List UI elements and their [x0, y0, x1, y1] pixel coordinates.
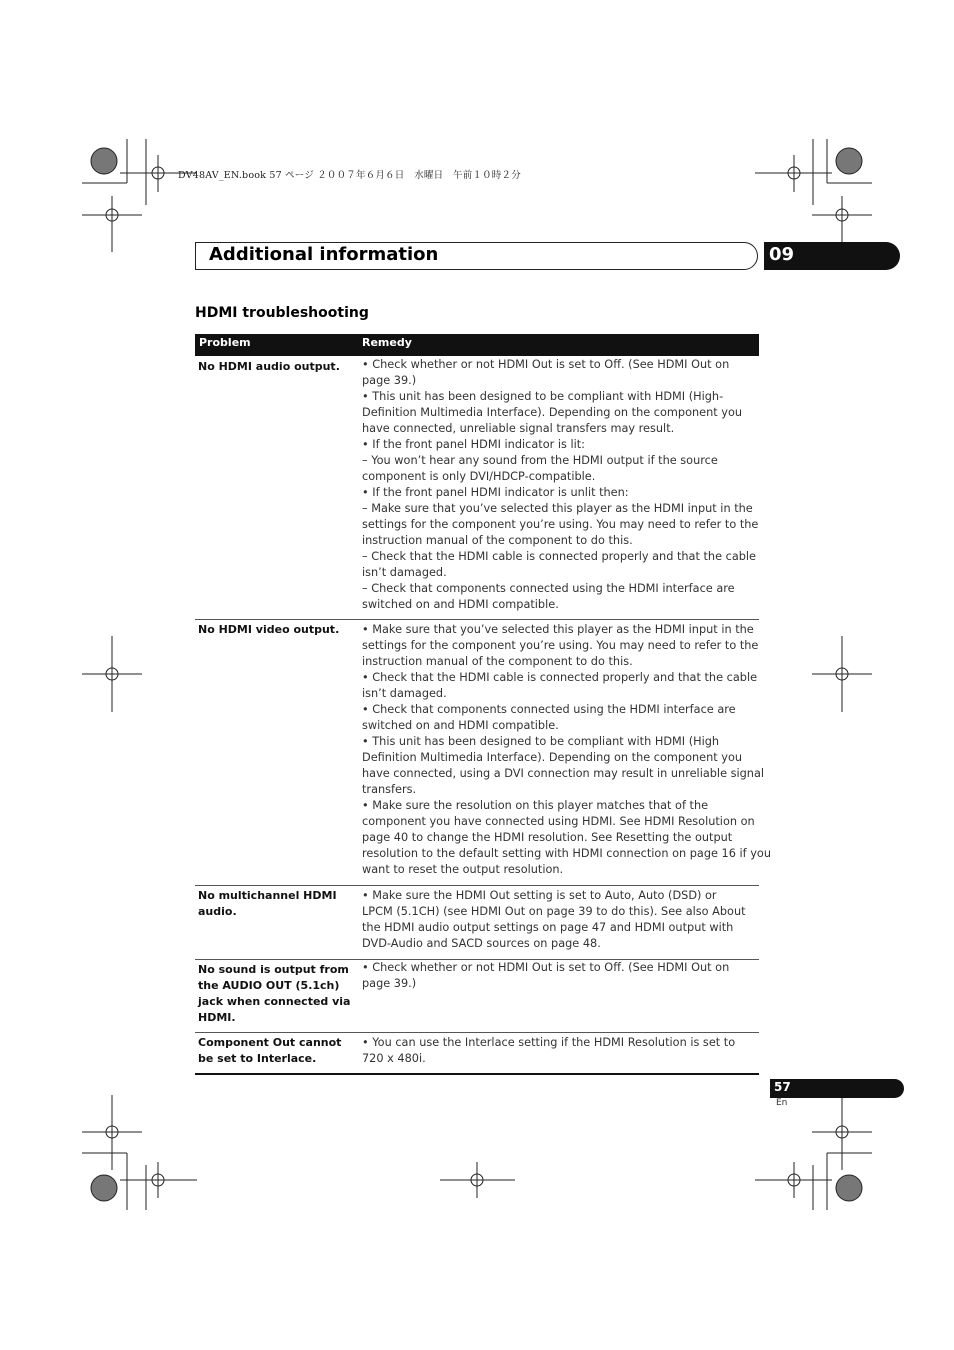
language-code: En: [776, 1098, 788, 1108]
remedy-line: • Make sure the resolution on this player matches that of the: [362, 799, 709, 812]
remedy-line: • If the front panel HDMI indicator is unlit then:: [362, 486, 629, 499]
remedy-line: • Make sure that you’ve selected this player as the HDMI input in the: [362, 623, 754, 636]
remedy-line: the HDMI audio output settings on page 47 and HDMI output with: [362, 921, 734, 934]
remedy-line: switched on and HDMI compatible.: [362, 719, 559, 732]
remedy-line: • This unit has been designed to be compliant with HDMI (High-: [362, 390, 724, 403]
remedy-line: Definition Multimedia Interface). Depending on the component you: [362, 406, 743, 419]
remedy-line: – Check that the HDMI cable is connected properly and that the cable: [362, 550, 757, 563]
print-info-line: DV48AV_EN.book 57 ページ ２００７年６月６日 水曜日 午前１０時２分: [178, 170, 521, 181]
remedy-line: • If the front panel HDMI indicator is lit:: [362, 438, 585, 451]
remedy-line: page 40 to change the HDMI resolution. See Resetting the output: [362, 831, 733, 844]
remedy-line: – Check that components connected using the HDMI interface are: [362, 582, 735, 595]
remedy-line: transfers.: [362, 783, 417, 796]
remedy-line: component you have connected using HDMI. See HDMI Resolution on: [362, 815, 755, 828]
row-divider: [195, 619, 759, 620]
remedy-line: isn’t damaged.: [362, 566, 447, 579]
remedy-line: have connected, using a DVI connection may result in unreliable signal: [362, 767, 765, 780]
remedy-line: – Make sure that you’ve selected this player as the HDMI input in the: [362, 502, 753, 515]
page-number: 57: [774, 1080, 791, 1094]
remedy-line: instruction manual of the component to do this.: [362, 534, 633, 547]
problem-cell: Component Out cannot be set to Interlace.: [198, 1036, 342, 1065]
table-bottom-rule: [195, 1073, 759, 1075]
remedy-line: Definition Multimedia Interface). Depending on the component you: [362, 751, 743, 764]
remedy-cell: [362, 960, 758, 992]
remedy-line: page 39.): [362, 977, 417, 990]
remedy-line: instruction manual of the component to do this.: [362, 655, 633, 668]
row-divider: [195, 885, 759, 886]
remedy-line: • Make sure the HDMI Out setting is set to Auto, Auto (DSD) or: [362, 889, 717, 902]
remedy-line: isn’t damaged.: [362, 687, 447, 700]
remedy-line: resolution to the default setting with HDMI connection on page 16 if you: [362, 847, 771, 860]
remedy-line: • Check that the HDMI cable is connected properly and that the cable: [362, 671, 758, 684]
table-header: [195, 334, 759, 356]
remedy-line: page 39.): [362, 374, 417, 387]
problem-cell: No multichannel HDMI audio.: [198, 889, 337, 918]
section-title: Additional information: [209, 244, 439, 265]
column-header-problem: Problem: [199, 336, 251, 349]
remedy-line: • Check whether or not HDMI Out is set to Off. (See HDMI Out on: [362, 961, 730, 974]
remedy-line: want to reset the output resolution.: [362, 863, 564, 876]
column-header-remedy: Remedy: [362, 336, 412, 349]
remedy-line: • This unit has been designed to be compliant with HDMI (High: [362, 735, 720, 748]
remedy-line: settings for the component you’re using. You may need to refer to the: [362, 639, 759, 652]
subsection-title: HDMI troubleshooting: [195, 305, 369, 321]
remedy-line: – You won’t hear any sound from the HDMI output if the source: [362, 454, 718, 467]
remedy-line: • Check that components connected using the HDMI interface are: [362, 703, 736, 716]
problem-cell: No HDMI audio output.: [198, 360, 340, 373]
remedy-cell: [362, 357, 758, 613]
row-divider: [195, 1032, 759, 1033]
chapter-number: 09: [769, 244, 795, 265]
remedy-line: • Check whether or not HDMI Out is set to Off. (See HDMI Out on: [362, 358, 730, 371]
remedy-line: DVD-Audio and SACD sources on page 48.: [362, 937, 601, 950]
remedy-line: have connected, unreliable signal transfers may result.: [362, 422, 675, 435]
problem-cell: No sound is output from the AUDIO OUT (5.1ch) jack when connected via HDMI.: [198, 963, 351, 1024]
remedy-line: component is only DVI/HDCP-compatible.: [362, 470, 596, 483]
remedy-cell: [362, 888, 758, 952]
remedy-line: LPCM (5.1CH) (see HDMI Out on page 39 to do this). See also About: [362, 905, 746, 918]
remedy-line: 720 x 480i.: [362, 1052, 426, 1065]
remedy-cell: [362, 622, 771, 878]
remedy-line: settings for the component you’re using. You may need to refer to the: [362, 518, 759, 531]
problem-cell: No HDMI video output.: [198, 623, 340, 636]
remedy-line: • You can use the Interlace setting if the HDMI Resolution is set to: [362, 1036, 736, 1049]
remedy-line: switched on and HDMI compatible.: [362, 598, 559, 611]
remedy-cell: [362, 1035, 758, 1067]
